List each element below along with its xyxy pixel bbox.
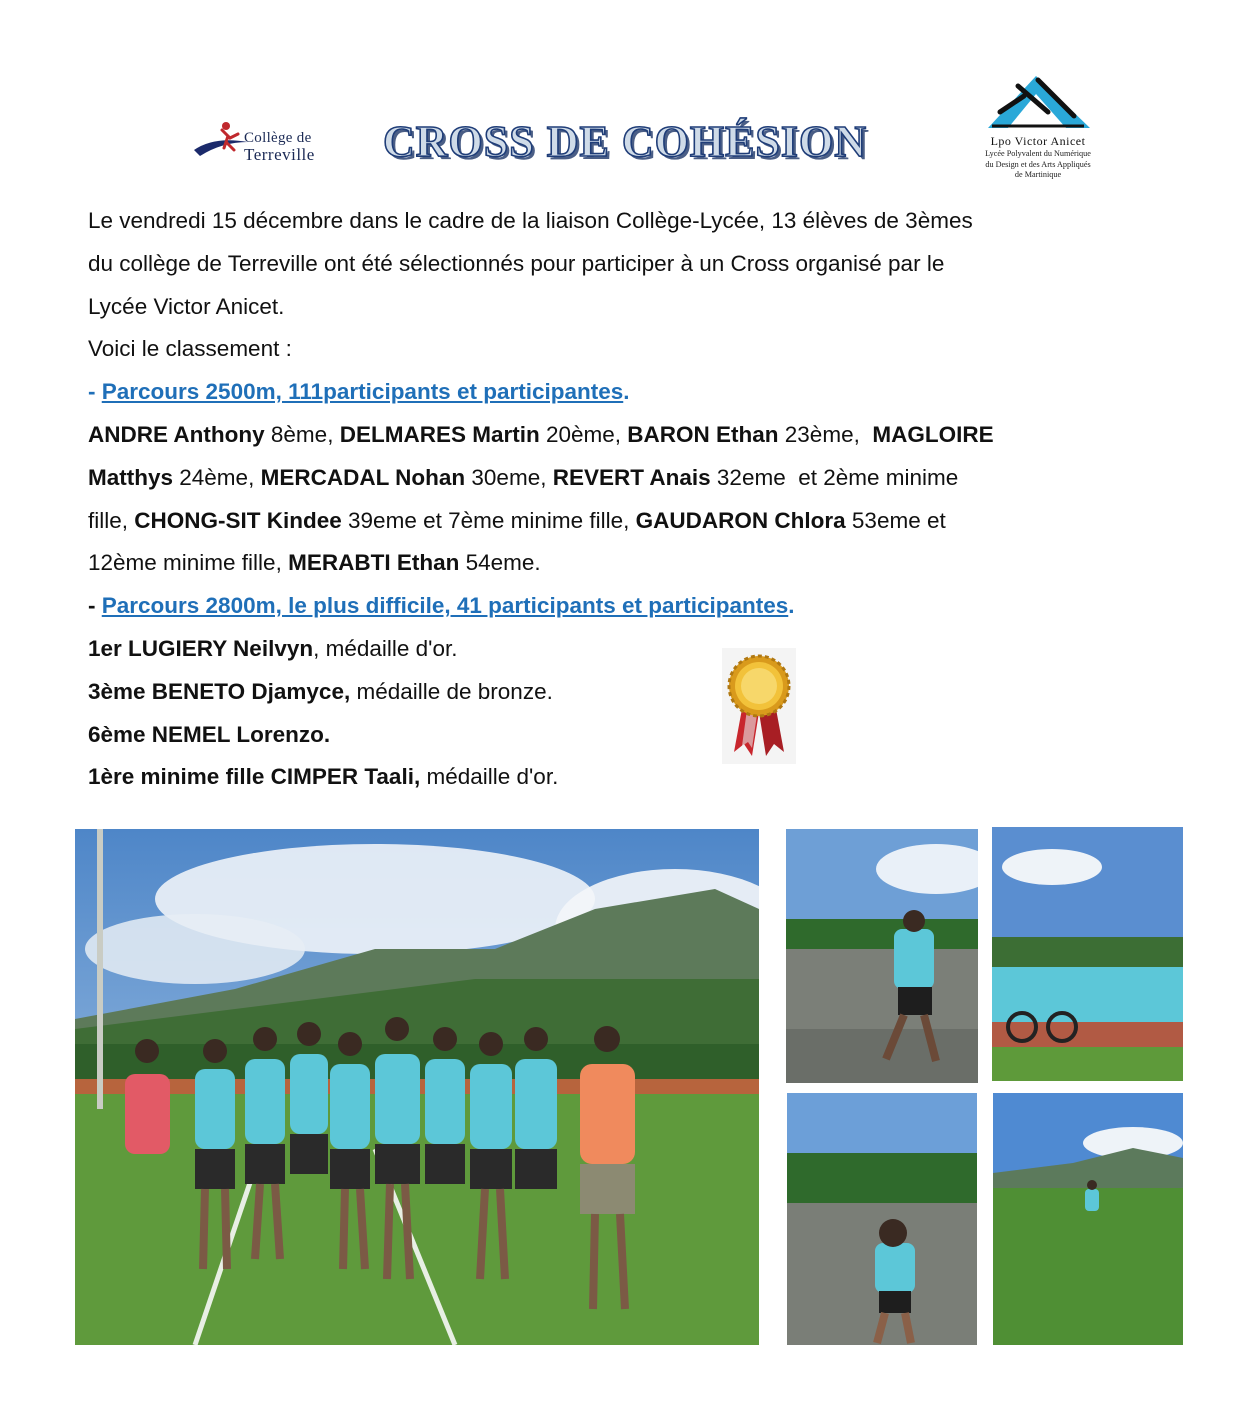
runner-field-photo	[993, 1093, 1183, 1345]
lpo-logo-sub3: de Martinique	[1014, 170, 1062, 179]
lpo-victor-anicet-logo	[973, 72, 1103, 190]
runner-photo-2	[787, 1093, 977, 1345]
lpo-logo-sub2: du Design et des Arts Appliqués	[985, 159, 1091, 169]
runner-name: ANDRE Anthony	[88, 421, 265, 447]
runner-rank: 8ème,	[264, 421, 340, 447]
intro-line: du collège de Terreville ont été sélectionnés pour participer à un Cross organisé par le	[88, 250, 945, 276]
runner-name: DELMARES Martin	[339, 421, 540, 447]
winner-medal: , médaille d'or.	[313, 635, 458, 661]
runner-name: BARON Ethan	[627, 421, 779, 447]
runner-name: REVERT Anais	[552, 464, 711, 490]
course-dash: -	[88, 593, 102, 619]
result-2800-line	[88, 756, 1128, 799]
course-end: .	[788, 593, 795, 619]
runner-rank: 24ème,	[173, 464, 261, 490]
results-2500-line	[88, 542, 1128, 585]
runner-rank: 54eme.	[459, 550, 541, 576]
article-body	[88, 200, 1128, 799]
group-start-photo	[992, 827, 1183, 1081]
winner-name: 1er LUGIERY Neilvyn	[88, 635, 314, 661]
winner-medal: médaille d'or.	[420, 764, 559, 790]
intro-line: Voici le classement :	[88, 336, 292, 362]
course-2800-link[interactable]: Parcours 2800m, le plus difficile, 41 participants et participantes	[101, 593, 789, 619]
course-end: .	[623, 379, 630, 405]
intro-line: Le vendredi 15 décembre dans le cadre de la liaison Collège-Lycée, 13 élèves de 3èmes	[88, 208, 973, 233]
result-2800-line	[88, 714, 1128, 757]
runner-name: Matthys	[88, 464, 174, 490]
runner-rank: 39eme et 7ème minime fille,	[341, 507, 636, 533]
lpo-logo-sub1: Lycée Polyvalent du Numérique	[985, 149, 1091, 158]
runner-photo-1	[786, 829, 978, 1083]
results-2500-line	[88, 457, 1128, 500]
runner-name: CHONG-SIT Kindee	[134, 507, 342, 533]
runner-name: MERABTI Ethan	[288, 550, 460, 576]
lpo-logo-name: Lpo Victor Anicet	[990, 134, 1086, 148]
gold-medal-icon	[722, 648, 796, 764]
college-terreville-logo	[192, 116, 362, 164]
result-2800-line	[88, 628, 1128, 671]
results-2500-line	[88, 500, 1128, 543]
runner-name: GAUDARON Chlora	[635, 507, 846, 533]
runner-rank: 32eme et 2ème minime	[710, 464, 959, 490]
college-logo-line2: Terreville	[244, 145, 315, 164]
result-2800-line	[88, 671, 1128, 714]
group-photo	[75, 829, 759, 1345]
runner-rank: 23ème,	[778, 421, 873, 447]
winner-name: 1ère minime fille CIMPER Taali,	[88, 764, 421, 790]
runner-rank: 20ème,	[539, 421, 628, 447]
course-2500-link[interactable]: Parcours 2500m, 111participants et participantes	[101, 379, 624, 405]
runner-rank: 30eme,	[465, 464, 553, 490]
page-title: CROSS DE COHÉSION	[383, 117, 868, 166]
college-logo-line1: Collège de	[244, 130, 312, 146]
runner-name: MAGLOIRE	[872, 421, 994, 447]
course-2500-heading	[88, 371, 1128, 414]
winner-name: 3ème BENETO Djamyce,	[88, 678, 351, 704]
runner-rank: 12ème minime fille,	[88, 550, 289, 576]
runner-name: MERCADAL Nohan	[260, 464, 466, 490]
winner-name: 6ème NEMEL Lorenzo.	[88, 721, 331, 747]
course-2800-heading	[88, 585, 1128, 628]
winner-medal: médaille de bronze.	[350, 678, 553, 704]
lpo-logo-emblem-icon	[978, 72, 1098, 134]
runner-rank: fille,	[88, 507, 135, 533]
course-dash: -	[88, 379, 102, 405]
runner-rank: 53eme et	[845, 507, 946, 533]
college-logo-emblem-icon	[192, 116, 252, 164]
intro-line: Lycée Victor Anicet.	[88, 293, 285, 319]
results-2500-line	[88, 414, 1128, 457]
